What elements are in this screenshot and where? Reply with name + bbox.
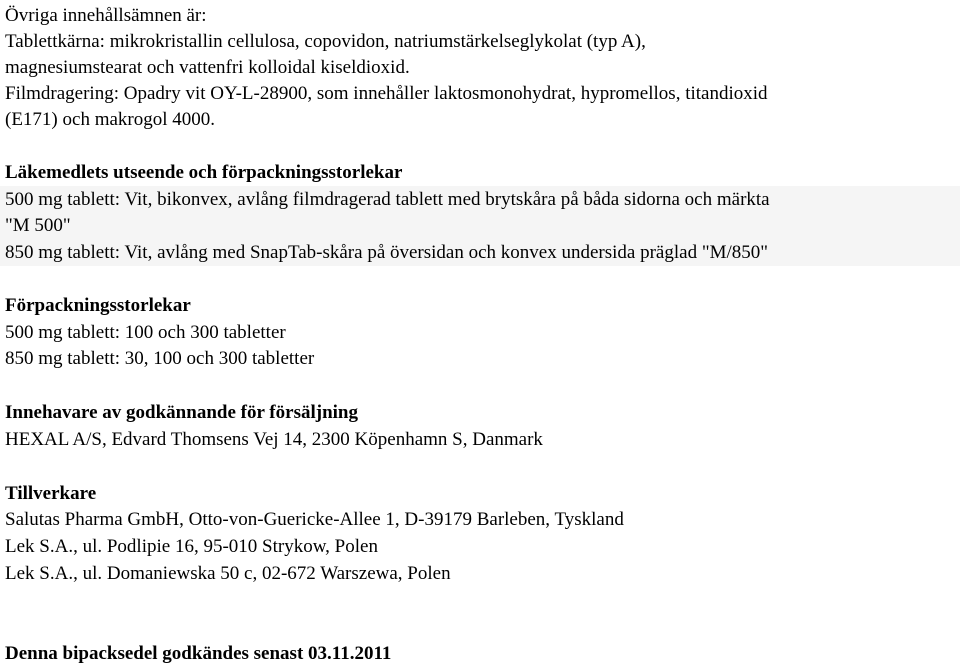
ingredients-line-5: (E171) och makrogol 4000. [5, 109, 216, 130]
appearance-line-1: 500 mg tablett: Vit, bikonvex, avlång filmdragerad tablett med brytskåra på båda sidorna och märkta [5, 189, 770, 210]
ingredients-line-4: Filmdragering: Opadry vit OY-L-28900, som innehåller laktosmonohydrat, hypromellos, titandioxid [5, 83, 768, 104]
holder-line-1: HEXAL A/S, Edvard Thomsens Vej 14, 2300 Köpenhamn S, Danmark [5, 429, 543, 450]
ingredients-line-1: Övriga innehållsämnen är: [5, 5, 207, 26]
appearance-line-3: 850 mg tablett: Vit, avlång med SnapTab-skåra på översidan och konvex undersida präglad "M/850" [5, 242, 769, 263]
manufacturer-line-3: Lek S.A., ul. Domaniewska 50 c, 02-672 Warszewa, Polen [5, 563, 451, 584]
packaging-line-1: 500 mg tablett: 100 och 300 tabletter [5, 322, 286, 343]
ingredients-line-3: magnesiumstearat och vattenfri kolloidal kiseldioxid. [5, 57, 410, 78]
ingredients-line-2: Tablettkärna: mikrokristallin cellulosa, copovidon, natriumstärkelseglykolat (typ A), [5, 31, 646, 52]
manufacturer-line-1: Salutas Pharma GmbH, Otto-von-Guericke-Allee 1, D-39179 Barleben, Tyskland [5, 509, 624, 530]
packaging-heading: Förpackningsstorlekar [5, 295, 191, 316]
manufacturer-heading: Tillverkare [5, 483, 97, 504]
appearance-heading: Läkemedlets utseende och förpackningsstorlekar [5, 162, 403, 183]
manufacturer-line-2: Lek S.A., ul. Podlipie 16, 95-010 Strykow, Polen [5, 536, 378, 557]
approval-date: Denna bipacksedel godkändes senast 03.11.2011 [5, 643, 392, 664]
appearance-line-2: "M 500" [5, 215, 71, 236]
packaging-line-2: 850 mg tablett: 30, 100 och 300 tabletter [5, 348, 315, 369]
holder-heading: Innehavare av godkännande för försäljning [5, 402, 358, 423]
